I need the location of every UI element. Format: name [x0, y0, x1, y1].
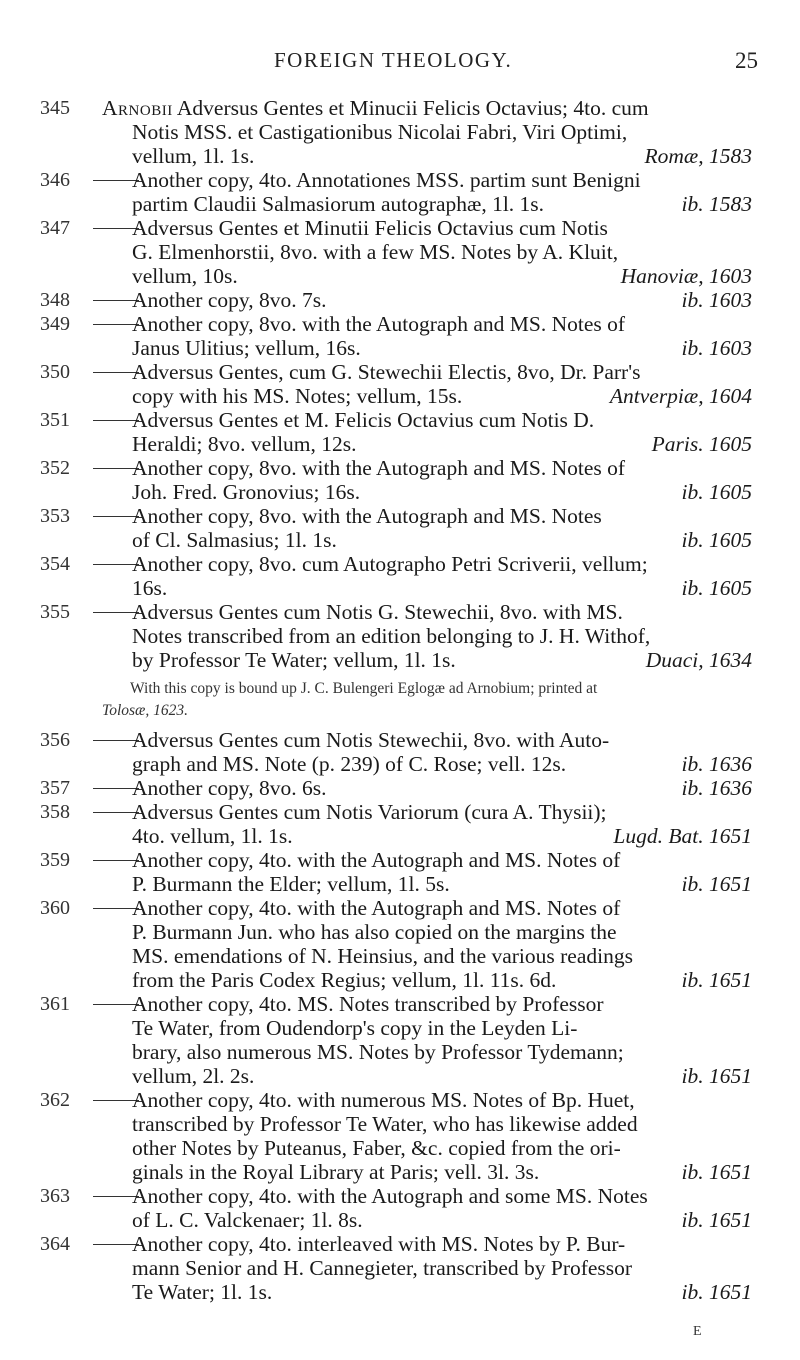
entry-line: Adversus Gentes, cum G. Stewechii Electis, 8vo, Dr. Parr's	[132, 360, 641, 384]
lot-number: 353	[40, 505, 70, 527]
entry-line: Another copy, 8vo. 7s. ib. 1603	[132, 288, 752, 312]
entry-line: vellum, 1l. 1s. Romæ, 1583	[132, 144, 752, 168]
lot-number: 346	[40, 169, 70, 191]
entry-line: Arnobii Adversus Gentes et Minucii Felicis Octavius; 4to. cum	[102, 96, 649, 120]
imprint: ib. 1651	[681, 1064, 752, 1088]
entry-line: partim Claudii Salmasiorum autographæ, 1l. 1s. ib. 1583	[132, 192, 752, 216]
entry-line: Another copy, 8vo. with the Autograph and MS. Notes	[132, 504, 602, 528]
lot-number: 345	[40, 97, 70, 119]
imprint: ib. 1651	[681, 1280, 752, 1304]
lot-number: 357	[40, 777, 70, 799]
entry-line: graph and MS. Note (p. 239) of C. Rose; vell. 12s. ib. 1636	[132, 752, 752, 776]
entry-line: Another copy, 4to. with the Autograph and some MS. Notes	[132, 1184, 648, 1208]
imprint: ib. 1636	[681, 752, 752, 776]
entry-line: Another copy, 4to. interleaved with MS. Notes by P. Bur-	[132, 1232, 626, 1256]
entry-line: brary, also numerous MS. Notes by Professor Tydemann;	[132, 1040, 624, 1064]
entry-line: Notes transcribed from an edition belonging to J. H. Withof,	[132, 624, 651, 648]
entry-line: Another copy, 4to. with numerous MS. Notes of Bp. Huet,	[132, 1088, 635, 1112]
imprint: Lugd. Bat. 1651	[613, 824, 752, 848]
entry-line: 16s. ib. 1605	[132, 576, 752, 600]
signature-mark: E	[693, 1324, 702, 1339]
lot-number: 355	[40, 601, 70, 623]
lot-number: 359	[40, 849, 70, 871]
entry-line: P. Burmann the Elder; vellum, 1l. 5s. ib. 1651	[132, 872, 752, 896]
entry-line: of L. C. Valckenaer; 1l. 8s. ib. 1651	[132, 1208, 752, 1232]
entry-line: P. Burmann Jun. who has also copied on the margins the	[132, 920, 617, 944]
entry-line: Heraldi; 8vo. vellum, 12s. Paris. 1605	[132, 432, 752, 456]
lot-number: 356	[40, 729, 70, 751]
lot-number: 354	[40, 553, 70, 575]
entry-line: Another copy, 4to. MS. Notes transcribed by Professor	[132, 992, 604, 1016]
imprint: ib. 1605	[681, 480, 752, 504]
entry-line: Adversus Gentes et Minutii Felicis Octavius cum Notis	[132, 216, 608, 240]
author-name: Arnobii	[102, 96, 173, 120]
lot-number: 352	[40, 457, 70, 479]
entry-line: mann Senior and H. Cannegieter, transcribed by Professor	[132, 1256, 633, 1280]
entry-line: from the Paris Codex Regius; vellum, 1l. 11s. 6d. ib. 1651	[132, 968, 752, 992]
entry-note: Tolosæ, 1623.	[102, 702, 188, 719]
entry-line: of Cl. Salmasius; 1l. 1s. ib. 1605	[132, 528, 752, 552]
imprint: ib. 1583	[681, 192, 752, 216]
imprint: ib. 1605	[681, 576, 752, 600]
entry-line: Another copy, 8vo. 6s. ib. 1636	[132, 776, 752, 800]
lot-number: 351	[40, 409, 70, 431]
entry-line: by Professor Te Water; vellum, 1l. 1s. Duaci, 1634	[132, 648, 752, 672]
entry-line: Joh. Fred. Gronovius; 16s. ib. 1605	[132, 480, 752, 504]
entry-line: copy with his MS. Notes; vellum, 15s. Antverpiæ, 1604	[132, 384, 752, 408]
imprint: Duaci, 1634	[645, 648, 752, 672]
entry-line: Te Water, from Oudendorp's copy in the Leyden Li-	[132, 1016, 578, 1040]
entry-line: ginals in the Royal Library at Paris; vell. 3l. 3s. ib. 1651	[132, 1160, 752, 1184]
lot-number: 348	[40, 289, 70, 311]
entry-line: Adversus Gentes et M. Felicis Octavius cum Notis D.	[132, 408, 595, 432]
imprint: ib. 1651	[681, 1160, 752, 1184]
page-header	[0, 48, 800, 76]
entry-line: Notis MSS. et Castigationibus Nicolai Fabri, Viri Optimi,	[132, 120, 628, 144]
lot-number: 349	[40, 313, 70, 335]
entry-line: MS. emendations of N. Heinsius, and the various readings	[132, 944, 633, 968]
imprint: Hanoviæ, 1603	[620, 264, 752, 288]
imprint: ib. 1651	[681, 968, 752, 992]
entry-line: Another copy, 4to. Annotationes MSS. partim sunt Benigni	[132, 168, 641, 192]
imprint: ib. 1603	[681, 336, 752, 360]
imprint: ib. 1651	[681, 872, 752, 896]
entry-line: transcribed by Professor Te Water, who has likewise added	[132, 1112, 638, 1136]
entry-line: Another copy, 8vo. with the Autograph and MS. Notes of	[132, 456, 626, 480]
lot-number: 364	[40, 1233, 70, 1255]
imprint: ib. 1651	[681, 1208, 752, 1232]
entry-line: Another copy, 4to. with the Autograph and MS. Notes of	[132, 848, 621, 872]
imprint: ib. 1603	[681, 288, 752, 312]
lot-number: 358	[40, 801, 70, 823]
imprint: ib. 1605	[681, 528, 752, 552]
entry-note: With this copy is bound up J. C. Bulengeri Eglogæ ad Arnobium; printed at	[130, 680, 598, 697]
lot-number: 350	[40, 361, 70, 383]
entry-line: Another copy, 8vo. cum Autographo Petri Scriverii, vellum;	[132, 552, 648, 576]
lot-number: 360	[40, 897, 70, 919]
entry-line: Te Water; 1l. 1s. ib. 1651	[132, 1280, 752, 1304]
entry-line: Adversus Gentes cum Notis Variorum (cura A. Thysii);	[132, 800, 607, 824]
entry-line: Another copy, 4to. with the Autograph and MS. Notes of	[132, 896, 621, 920]
page-number: 25	[735, 48, 758, 73]
imprint: Romæ, 1583	[644, 144, 752, 168]
running-title: FOREIGN THEOLOGY.	[274, 48, 513, 72]
lot-number: 347	[40, 217, 70, 239]
entry-line: G. Elmenhorstii, 8vo. with a few MS. Notes by A. Kluit,	[132, 240, 619, 264]
imprint: ib. 1636	[681, 776, 752, 800]
imprint: Antverpiæ, 1604	[609, 384, 752, 408]
entry-line: vellum, 2l. 2s. ib. 1651	[132, 1064, 752, 1088]
entry-line: other Notes by Puteanus, Faber, &c. copied from the ori-	[132, 1136, 621, 1160]
lot-number: 362	[40, 1089, 70, 1111]
entry-line: 4to. vellum, 1l. 1s. Lugd. Bat. 1651	[132, 824, 752, 848]
lot-number: 361	[40, 993, 70, 1015]
entry-line: Adversus Gentes cum Notis G. Stewechii, 8vo. with MS.	[132, 600, 623, 624]
entry-line: Adversus Gentes cum Notis Stewechii, 8vo. with Auto-	[132, 728, 610, 752]
lot-number: 363	[40, 1185, 70, 1207]
imprint: Paris. 1605	[651, 432, 752, 456]
entry-line: vellum, 10s. Hanoviæ, 1603	[132, 264, 752, 288]
entry-line: Another copy, 8vo. with the Autograph and MS. Notes of	[132, 312, 626, 336]
entry-line: Janus Ulitius; vellum, 16s. ib. 1603	[132, 336, 752, 360]
